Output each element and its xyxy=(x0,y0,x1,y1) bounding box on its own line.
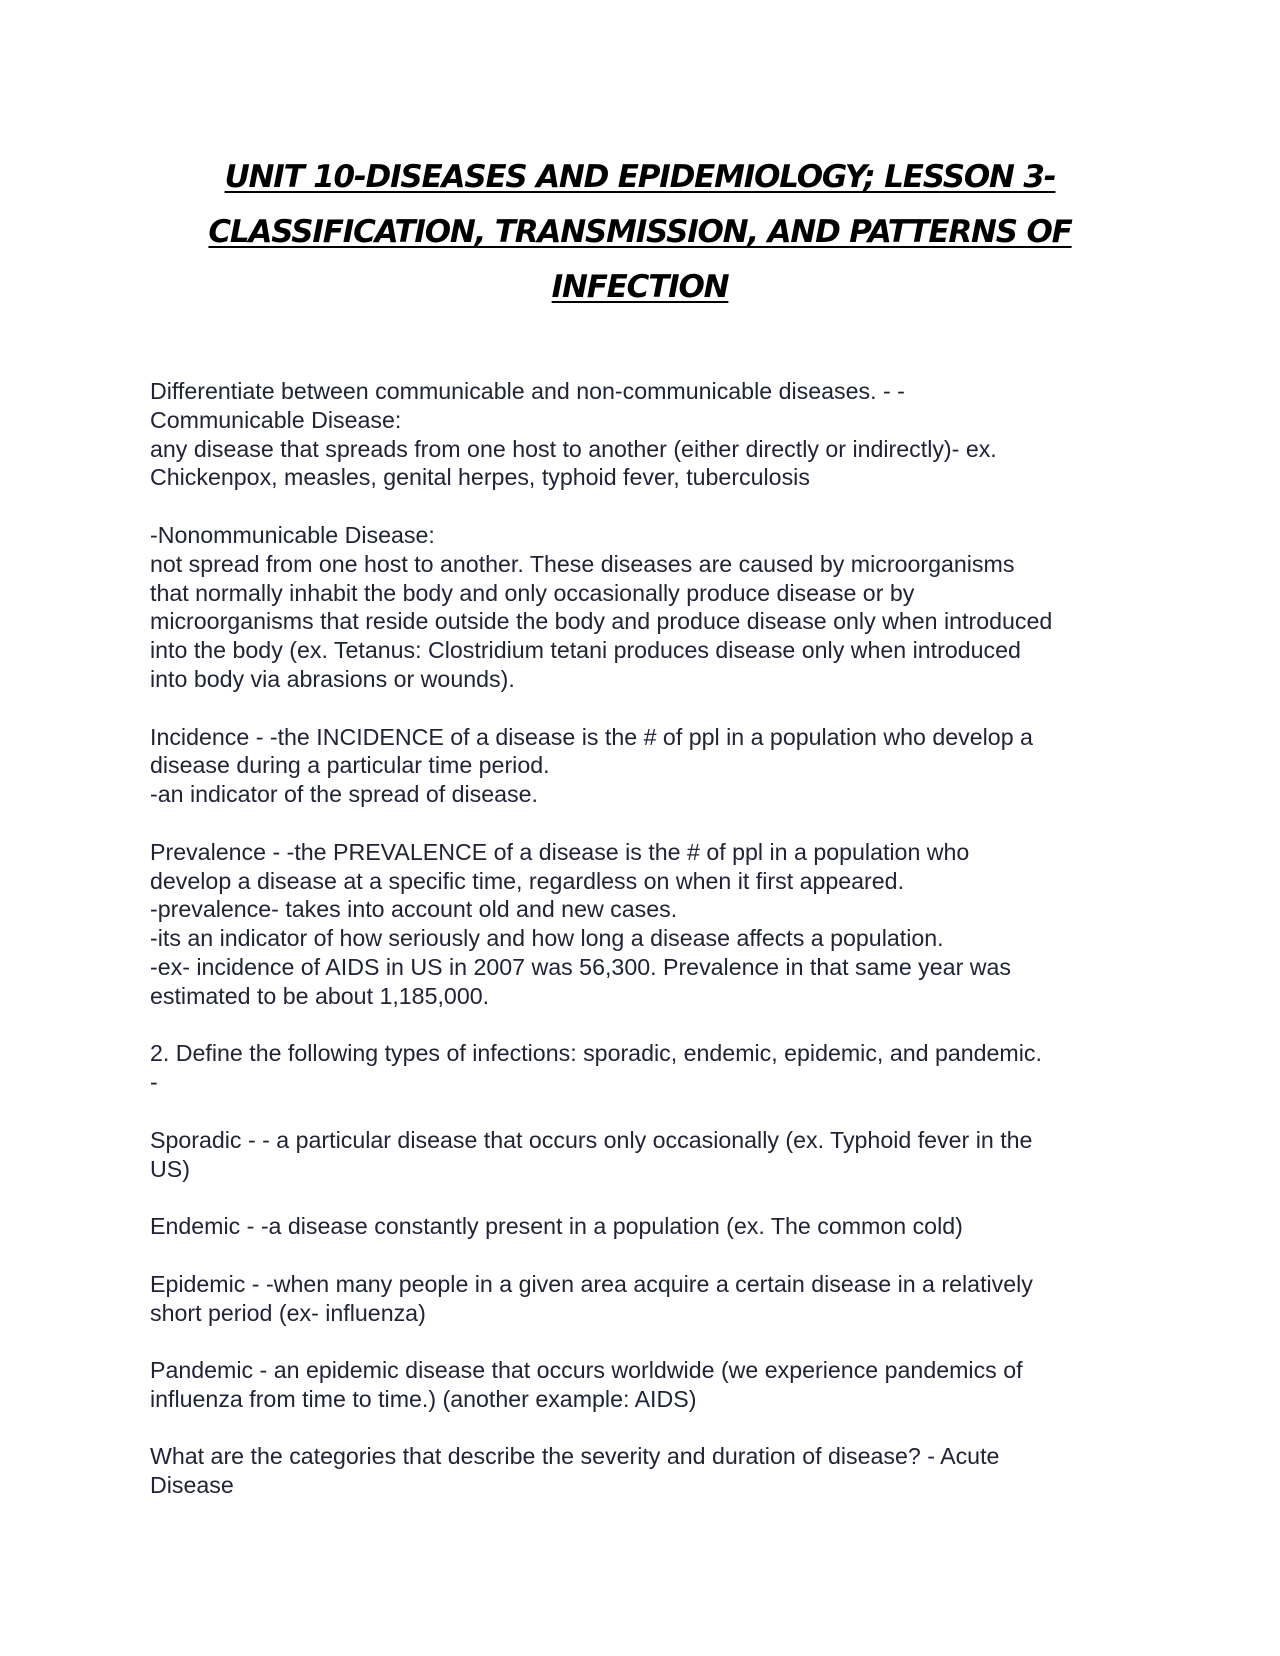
body-text-line: -prevalence- takes into account old and new cases. xyxy=(150,896,678,923)
body-text-line: into the body (ex. Tetanus: Clostridium tetani produces disease only when introduced xyxy=(150,637,1021,664)
paragraph-break xyxy=(150,1327,1150,1356)
body-text-line: -its an indicator of how seriously and how long a disease affects a population. xyxy=(150,925,944,952)
body-text-line: develop a disease at a specific time, regardless on when it first appeared. xyxy=(150,867,905,894)
body-text-line: What are the categories that describe the severity and duration of disease? - Acute xyxy=(150,1443,1000,1470)
document-title: UNIT 10-DISEASES AND EPIDEMIOLOGY; LESSON 3-CLASSIFICATION, TRANSMISSION, AND PATTERNS OF INFECTION xyxy=(208,159,1072,305)
body-text-line: Epidemic - -when many people in a given area acquire a certain disease in a relatively xyxy=(150,1270,1033,1297)
body-text-line: -Nonommunicable Disease: xyxy=(150,521,435,548)
body-text-line: Differentiate between communicable and non-communicable diseases. - - xyxy=(150,378,905,404)
body-text-line: short period (ex- influenza) xyxy=(150,1299,426,1326)
paragraph-break xyxy=(150,1183,1150,1212)
body-text-line: estimated to be about 1,185,000. xyxy=(150,982,490,1009)
body-text-line: disease during a particular time period. xyxy=(150,752,550,779)
body-text-line: -ex- incidence of AIDS in US in 2007 was 56,300. Prevalence in that same year was xyxy=(150,953,1011,980)
document-body xyxy=(150,377,1150,1500)
body-text-line: influenza from time to time.) (another example: AIDS) xyxy=(150,1385,697,1412)
body-text-line: any disease that spreads from one host to another (either directly or indirectly)- ex. xyxy=(150,435,997,462)
body-text-line: Communicable Disease: xyxy=(150,406,402,433)
body-text-line: Disease xyxy=(150,1472,234,1499)
body-text-line: Pandemic - an epidemic disease that occurs worldwide (we experience pandemics of xyxy=(150,1357,1023,1384)
body-text-line: Prevalence - -the PREVALENCE of a disease is the # of ppl in a population who xyxy=(150,838,970,865)
body-text-line: Incidence - -the INCIDENCE of a disease is the # of ppl in a population who develop a xyxy=(150,723,1033,750)
body-text-line: - xyxy=(150,1069,158,1096)
body-text-line: -an indicator of the spread of disease. xyxy=(150,781,538,808)
paragraph-break xyxy=(150,1011,1150,1040)
body-text-line: into body via abrasions or wounds). xyxy=(150,665,515,692)
body-text-line: Sporadic - - a particular disease that occurs only occasionally (ex. Typhoid fever in the xyxy=(150,1126,1033,1153)
body-text-line: microorganisms that reside outside the body and produce disease only when introduced xyxy=(150,608,1053,635)
paragraph-break xyxy=(150,1097,1150,1126)
body-text-line: US) xyxy=(150,1155,190,1182)
body-text-line: 2. Define the following types of infections: sporadic, endemic, epidemic, and pandemic. xyxy=(150,1040,1042,1067)
body-text-line: that normally inhabit the body and only occasionally produce disease or by xyxy=(150,579,915,606)
body-text-line: Endemic - -a disease constantly present in a population (ex. The common cold) xyxy=(150,1213,963,1240)
body-text-line: Chickenpox, measles, genital herpes, typhoid fever, tuberculosis xyxy=(150,464,810,491)
paragraph-break xyxy=(150,1241,1150,1270)
paragraph-break xyxy=(150,1414,1150,1443)
body-text-line: not spread from one host to another. These diseases are caused by microorganisms xyxy=(150,550,1015,577)
paragraph-break xyxy=(150,809,1150,838)
paragraph-break xyxy=(150,694,1150,723)
paragraph-break xyxy=(150,492,1150,521)
